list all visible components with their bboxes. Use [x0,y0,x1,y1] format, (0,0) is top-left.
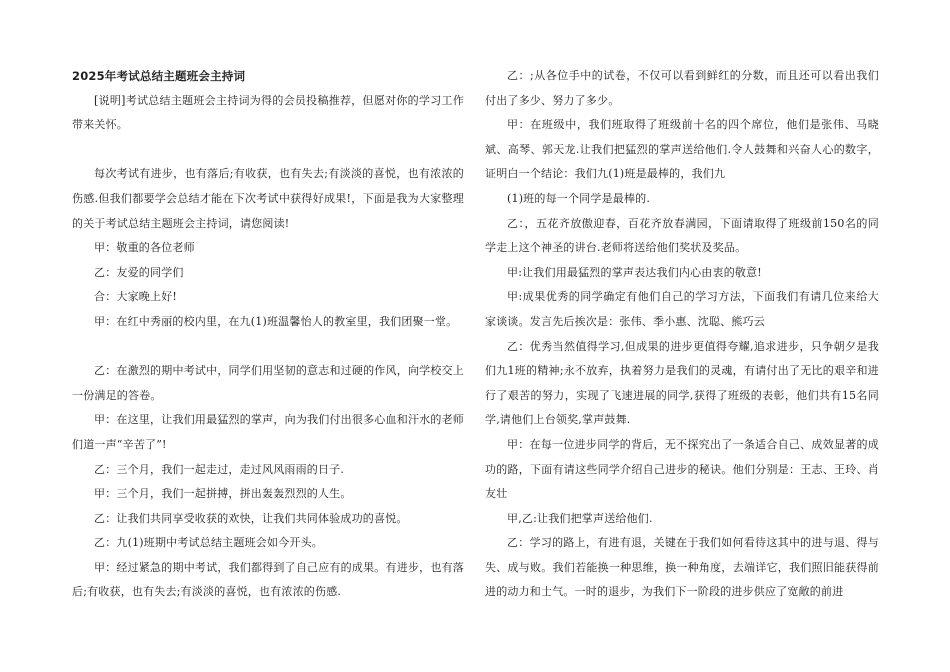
script-paragraph: 甲,乙:让我们把掌声送给他们. [507,511,653,525]
script-paragraph: 乙：九(1)班期中考试总结主题班会如今开头。 [94,536,323,550]
right-paragraphs [485,64,879,605]
left-paragraphs-b [72,359,464,605]
script-paragraph: 甲：在每一位进步同学的背后，无不探究出了一条适合自己、成效显著的成功的路，下面有请这些同学介绍自己进步的秘诀。他们分别是：王志、王玲、肖友壮 [485,437,879,501]
script-paragraph: 每次考试有进步，也有落后;有收获，也有失去;有淡淡的喜悦，也有浓浓的伤感.但我们都要学会总结才能在下次考试中获得好成果!，下面是我为大家整理的关于考试总结主题班会主持词，请您阅读! [72,167,464,230]
script-paragraph: 乙：学习的路上，有进有退，关键在于我们如何看待这其中的进与退、得与失、成与败。我们若能换一种思维，换一种角度，去端详它，我们照旧能获得前进的动力和士气。一时的退步，为我们下一阶段的进步供应了宽敞的前进 [485,536,879,599]
script-paragraph: (1)班的每一个同学是最棒的. [507,191,651,205]
script-paragraph: 甲：经过紧急的期中考试，我们都得到了自己应有的成果。有进步，也有落后;有收获，也有失去;有淡淡的喜悦，也有浓浓的伤感. [72,560,464,599]
right-column [485,64,879,605]
script-paragraph: 乙：友爱的同学们 [94,265,184,279]
document-title: 2025年考试总结主题班会主持词 [72,69,246,83]
script-paragraph: 甲：三个月，我们一起拼搏，拼出轰轰烈烈的人生。 [94,487,352,501]
script-paragraph: 乙：三个月，我们一起走过，走过风风雨雨的日子. [94,462,345,476]
script-paragraph: 甲:让我们用最猛烈的掌声表达我们内心由衷的敬意! [507,265,762,279]
script-paragraph: 乙：;从各位手中的试卷，不仅可以看到鲜红的分数，而且还可以看出我们付出了多少、努力了多少。 [485,69,879,107]
script-paragraph: 合：大家晚上好! [94,290,178,304]
script-paragraph: 甲：在红中秀丽的校内里，在九(1)班温馨怡人的教室里，我们团聚一堂。 [94,314,458,328]
intro-paragraph: [说明]考试总结主题班会主持词为得的会员投稿推荐，但愿对你的学习工作带来关怀。 [72,93,464,132]
left-paragraphs-a [72,162,464,334]
script-paragraph: 甲:成果优秀的同学确定有他们自己的学习方法，下面我们有请几位来给大家谈谈。发言先后挨次是：张伟、季小惠、沈聪、熊巧云 [485,290,879,328]
script-paragraph: 甲：在这里，让我们用最猛烈的掌声，向为我们付出很多心血和汗水的老师们道一声“辛苦了”! [72,413,464,451]
blank-line [72,138,464,163]
left-column [72,64,464,605]
script-paragraph: 甲：在班级中，我们班取得了班级前十名的四个席位，他们是张伟、马晓斌、高琴、郭天龙.让我们把猛烈的掌声送给他们.令人鼓舞和兴奋人心的数字，证明白一个结论：我们九(1)班是最棒的，我们九 [485,118,879,181]
script-paragraph: 乙：在激烈的期中考试中，同学们用坚韧的意志和过硬的作风，向学校交上一份满足的答卷。 [72,364,464,402]
script-paragraph: 乙：优秀当然值得学习,但成果的进步更值得夸耀,追求进步，只争朝夕是我们九1班的精神;永不放弃，执着努力是我们的灵魂，有请付出了无比的艰辛和进行了艰苦的努力，实现了飞速进展的同学,获得了班级的表彰，他们共有15名同学,请他们上台领奖,掌声鼓舞. [485,339,879,427]
blank-line [72,335,464,360]
script-paragraph: 甲：敬重的各位老师 [94,241,195,255]
script-paragraph: 乙：，五花齐放傲迎春，百花齐放春满园，下面请取得了班级前150名的同学走上这个神圣的讲台.老师将送给他们奖状及奖品。 [485,216,879,255]
script-paragraph: 乙：让我们共同享受收获的欢快，让我们共同体验成功的喜悦。 [94,511,408,525]
